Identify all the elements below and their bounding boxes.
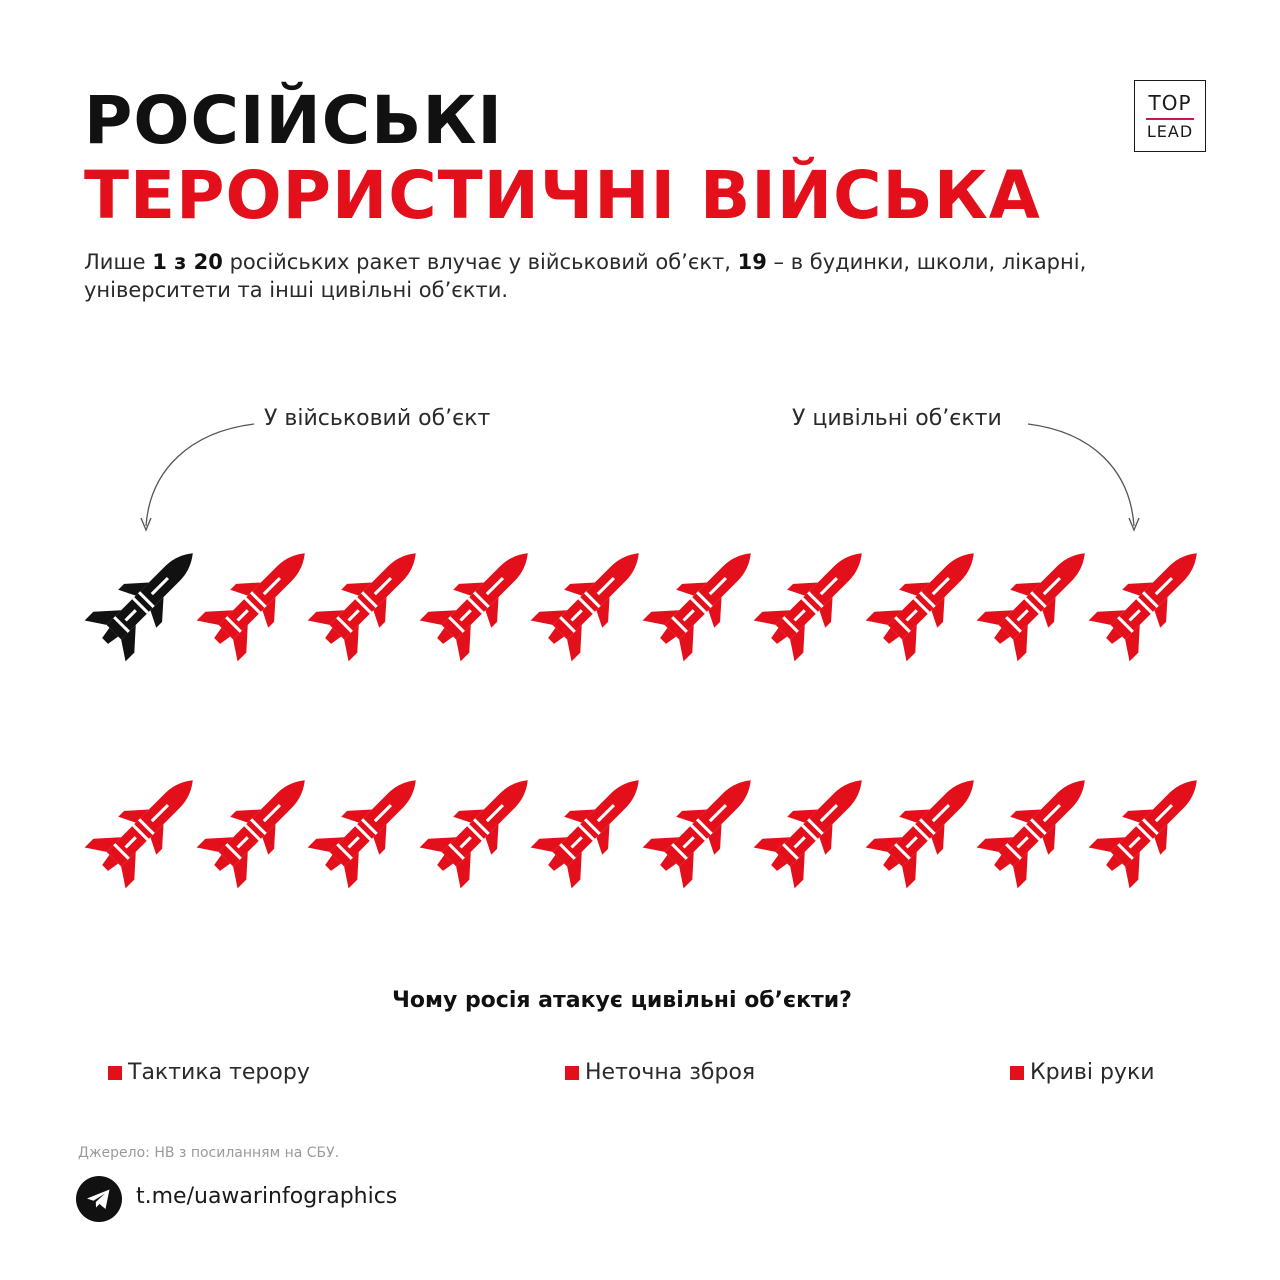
top-lead-logo: [1134, 80, 1206, 152]
telegram-icon: [76, 1176, 122, 1222]
reason-label: Тактика терору: [128, 1060, 310, 1085]
subtitle-bold-count: 19: [737, 250, 767, 274]
rocket-civilian-icon: [1088, 538, 1212, 662]
rocket-civilian-icon: [84, 765, 208, 889]
military-arrow-curve: [146, 424, 254, 526]
rocket-civilian-icon: [642, 765, 766, 889]
rocket-civilian-icon: [753, 538, 877, 662]
rocket-civilian-icon: [1088, 765, 1212, 889]
logo-bottom-text: LEAD: [1146, 121, 1194, 141]
source-note: Джерело: НВ з посиланням на СБУ.: [78, 1145, 340, 1161]
reason-crooked-hands: [1010, 1060, 1155, 1085]
rocket-grid: [84, 538, 1214, 888]
logo-divider: [1146, 118, 1194, 120]
rocket-civilian-icon: [530, 765, 654, 889]
bullet-square-icon: [1010, 1066, 1024, 1080]
rocket-civilian-icon: [196, 538, 320, 662]
logo-top-text: TOP: [1148, 90, 1192, 115]
telegram-link[interactable]: t.me/uawarinfographics: [136, 1184, 398, 1209]
rocket-civilian-icon: [530, 538, 654, 662]
rocket-civilian-icon: [196, 765, 320, 889]
subtitle-bold-ratio: 1 з 20: [152, 250, 223, 274]
question: Чому росія атакує цивільні об’єкти?: [392, 988, 852, 1013]
rocket-civilian-icon: [307, 765, 431, 889]
label-civilian: У цивільні об’єкти: [792, 406, 1002, 431]
rocket-civilian-icon: [865, 765, 989, 889]
civilian-arrow-curve: [1028, 424, 1134, 526]
subtitle-part-1: Лише: [84, 250, 153, 274]
military-arrow-head: [141, 518, 151, 530]
title-line-1: РОСІЙСЬКІ: [84, 82, 503, 159]
rocket-military-icon: [84, 538, 208, 662]
subtitle: [84, 248, 1164, 304]
bullet-square-icon: [108, 1066, 122, 1080]
bullet-square-icon: [565, 1066, 579, 1080]
rocket-civilian-icon: [865, 538, 989, 662]
label-military: У військовий об’єкт: [264, 406, 491, 431]
reason-terror-tactic: [108, 1060, 310, 1085]
subtitle-part-2: російських ракет влучає у військовий об’єкт,: [222, 250, 738, 274]
civilian-arrow-head: [1129, 518, 1139, 530]
subtitle-part-3: – в будинки, школи, лікарні, університети та інші цивільні об’єкти.: [84, 250, 1087, 302]
rocket-civilian-icon: [642, 538, 766, 662]
rocket-civilian-icon: [976, 538, 1100, 662]
title-line-2: ТЕРОРИСТИЧНІ ВІЙСЬКА: [84, 157, 1041, 234]
rocket-civilian-icon: [753, 765, 877, 889]
rocket-civilian-icon: [419, 538, 543, 662]
reason-inaccurate-weapons: [565, 1060, 755, 1085]
rocket-civilian-icon: [976, 765, 1100, 889]
rocket-civilian-icon: [307, 538, 431, 662]
reason-label: Криві руки: [1030, 1060, 1155, 1085]
reason-label: Неточна зброя: [585, 1060, 756, 1085]
rocket-civilian-icon: [419, 765, 543, 889]
